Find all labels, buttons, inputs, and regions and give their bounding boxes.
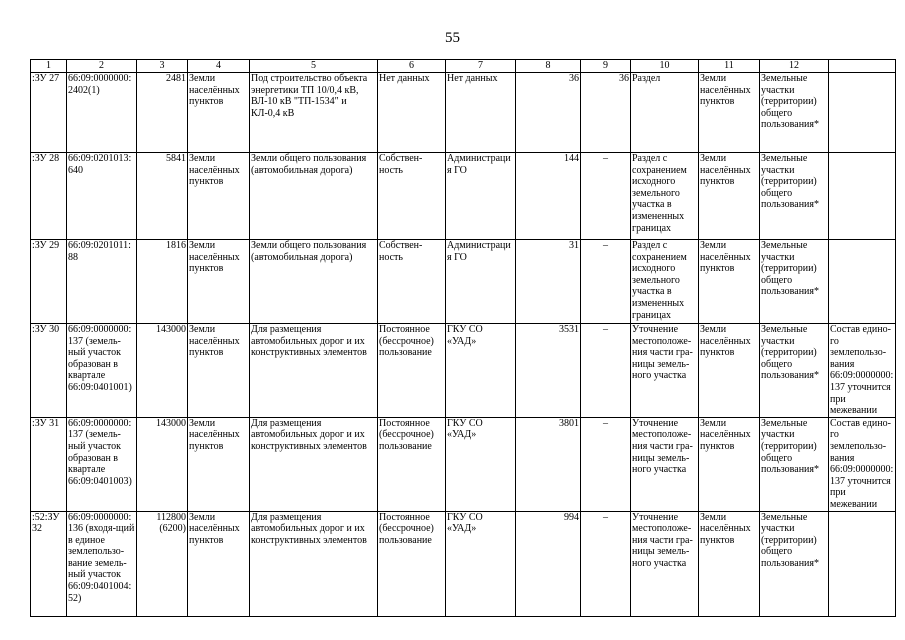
column-9-cell: – — [581, 417, 631, 511]
column-header: 12 — [760, 60, 829, 73]
new-category-cell: Земли населённых пунктов — [699, 153, 760, 240]
new-use-cell: Земельные участки (территории) общего пользования* — [760, 153, 829, 240]
column-9-cell: – — [581, 511, 631, 616]
right-holder-cell: Администрация ГО — [446, 153, 516, 240]
new-use-cell: Земельные участки (территории) общего пользования* — [760, 240, 829, 324]
column-8-cell: 36 — [516, 73, 581, 153]
column-header: 2 — [67, 60, 137, 73]
table-row — [31, 240, 896, 324]
column-header: 3 — [137, 60, 188, 73]
cadastral-number-cell: 66:09:0201011:88 — [67, 240, 137, 324]
formation-method-cell: Уточнение местоположе-ния части гра-ницы земель-ного участка — [631, 324, 699, 418]
new-use-cell: Земельные участки (территории) общего пользования* — [760, 73, 829, 153]
area-cell: 1816 — [137, 240, 188, 324]
column-header: 10 — [631, 60, 699, 73]
right-holder-cell: ГКУ СО «УАД» — [446, 417, 516, 511]
column-9-cell: 36 — [581, 73, 631, 153]
right-type-cell: Постоянное (бессрочное) пользование — [378, 511, 446, 616]
table-row — [31, 324, 896, 418]
column-header: 5 — [250, 60, 378, 73]
new-category-cell: Земли населённых пунктов — [699, 417, 760, 511]
note-cell: Состав едино-го землепользо-вания 66:09:0000000:137 уточнится при межевании — [829, 417, 896, 511]
area-cell: 112800 (6200) — [137, 511, 188, 616]
new-category-cell: Земли населённых пунктов — [699, 73, 760, 153]
right-type-cell: Собствен-ность — [378, 153, 446, 240]
area-cell: 2481 — [137, 73, 188, 153]
formation-method-cell: Уточнение местоположе-ния части гра-ницы земель-ного участка — [631, 511, 699, 616]
table-row — [31, 73, 896, 153]
right-type-cell: Постоянное (бессрочное) пользование — [378, 324, 446, 418]
permitted-use-cell: Для размещения автомобильных дорог и их конструктивных элементов — [250, 511, 378, 616]
land-category-cell: Земли населённых пунктов — [188, 240, 250, 324]
table-row — [31, 511, 896, 616]
plot-id-cell: :ЗУ 29 — [31, 240, 67, 324]
column-header: 1 — [31, 60, 67, 73]
note-cell — [829, 240, 896, 324]
new-use-cell: Земельные участки (территории) общего пользования* — [760, 417, 829, 511]
column-9-cell: – — [581, 324, 631, 418]
land-category-cell: Земли населённых пунктов — [188, 417, 250, 511]
permitted-use-cell: Для размещения автомобильных дорог и их конструктивных элементов — [250, 417, 378, 511]
plot-id-cell: :ЗУ 30 — [31, 324, 67, 418]
land-plot-table — [30, 59, 896, 617]
permitted-use-cell: Для размещения автомобильных дорог и их конструктивных элементов — [250, 324, 378, 418]
header-row — [31, 60, 896, 73]
plot-id-cell: :ЗУ 27 — [31, 73, 67, 153]
right-type-cell: Постоянное (бессрочное) пользование — [378, 417, 446, 511]
right-type-cell: Нет данных — [378, 73, 446, 153]
column-header: 4 — [188, 60, 250, 73]
table-row — [31, 153, 896, 240]
area-cell: 143000 — [137, 324, 188, 418]
land-category-cell: Земли населённых пунктов — [188, 153, 250, 240]
plot-id-cell: :ЗУ 28 — [31, 153, 67, 240]
right-holder-cell: Администрация ГО — [446, 240, 516, 324]
right-holder-cell: ГКУ СО «УАД» — [446, 511, 516, 616]
column-header: 11 — [699, 60, 760, 73]
right-type-cell: Собствен-ность — [378, 240, 446, 324]
column-8-cell: 994 — [516, 511, 581, 616]
land-category-cell: Земли населённых пунктов — [188, 73, 250, 153]
new-category-cell: Земли населённых пунктов — [699, 240, 760, 324]
formation-method-cell: Раздел — [631, 73, 699, 153]
note-cell — [829, 511, 896, 616]
right-holder-cell: ГКУ СО «УАД» — [446, 324, 516, 418]
column-header: 7 — [446, 60, 516, 73]
column-8-cell: 144 — [516, 153, 581, 240]
new-category-cell: Земли населённых пунктов — [699, 511, 760, 616]
note-cell: Состав едино-го землепользо-вания 66:09:0000000:137 уточнится при межевании — [829, 324, 896, 418]
column-header: 8 — [516, 60, 581, 73]
permitted-use-cell: Земли общего пользования (автомобильная дорога) — [250, 153, 378, 240]
right-holder-cell: Нет данных — [446, 73, 516, 153]
land-category-cell: Земли населённых пунктов — [188, 511, 250, 616]
column-8-cell: 3801 — [516, 417, 581, 511]
new-use-cell: Земельные участки (территории) общего пользования* — [760, 324, 829, 418]
column-header — [829, 60, 896, 73]
column-header: 6 — [378, 60, 446, 73]
plot-id-cell: :ЗУ 31 — [31, 417, 67, 511]
new-use-cell: Земельные участки (территории) общего пользования* — [760, 511, 829, 616]
area-cell: 5841 — [137, 153, 188, 240]
column-9-cell: – — [581, 240, 631, 324]
column-header: 9 — [581, 60, 631, 73]
land-category-cell: Земли населённых пунктов — [188, 324, 250, 418]
note-cell — [829, 73, 896, 153]
plot-id-cell: :52:ЗУ 32 — [31, 511, 67, 616]
permitted-use-cell: Земли общего пользования (автомобильная дорога) — [250, 240, 378, 324]
page-number: 55 — [445, 30, 460, 46]
column-8-cell: 31 — [516, 240, 581, 324]
formation-method-cell: Уточнение местоположе-ния части гра-ницы земель-ного участка — [631, 417, 699, 511]
permitted-use-cell: Под строительство объекта энергетики ТП 10/0,4 кВ, ВЛ-10 кВ "ТП-1534" и КЛ-0,4 кВ — [250, 73, 378, 153]
cadastral-number-cell: 66:09:0201013:640 — [67, 153, 137, 240]
formation-method-cell: Раздел с сохранением исходного земельного участка в измененных границах — [631, 240, 699, 324]
cadastral-number-cell: 66:09:0000000:136 (входя-щий в единое землепользо-вание земель-ный участок 66:09:0401004:52) — [67, 511, 137, 616]
area-cell: 143000 — [137, 417, 188, 511]
table-row — [31, 417, 896, 511]
column-9-cell: – — [581, 153, 631, 240]
cadastral-number-cell: 66:09:0000000:137 (земель-ный участок образован в квартале 66:09:0401003) — [67, 417, 137, 511]
cadastral-number-cell: 66:09:0000000:2402(1) — [67, 73, 137, 153]
new-category-cell: Земли населённых пунктов — [699, 324, 760, 418]
formation-method-cell: Раздел с сохранением исходного земельного участка в измененных границах — [631, 153, 699, 240]
cadastral-number-cell: 66:09:0000000:137 (земель-ный участок образован в квартале 66:09:0401001) — [67, 324, 137, 418]
column-8-cell: 3531 — [516, 324, 581, 418]
note-cell — [829, 153, 896, 240]
